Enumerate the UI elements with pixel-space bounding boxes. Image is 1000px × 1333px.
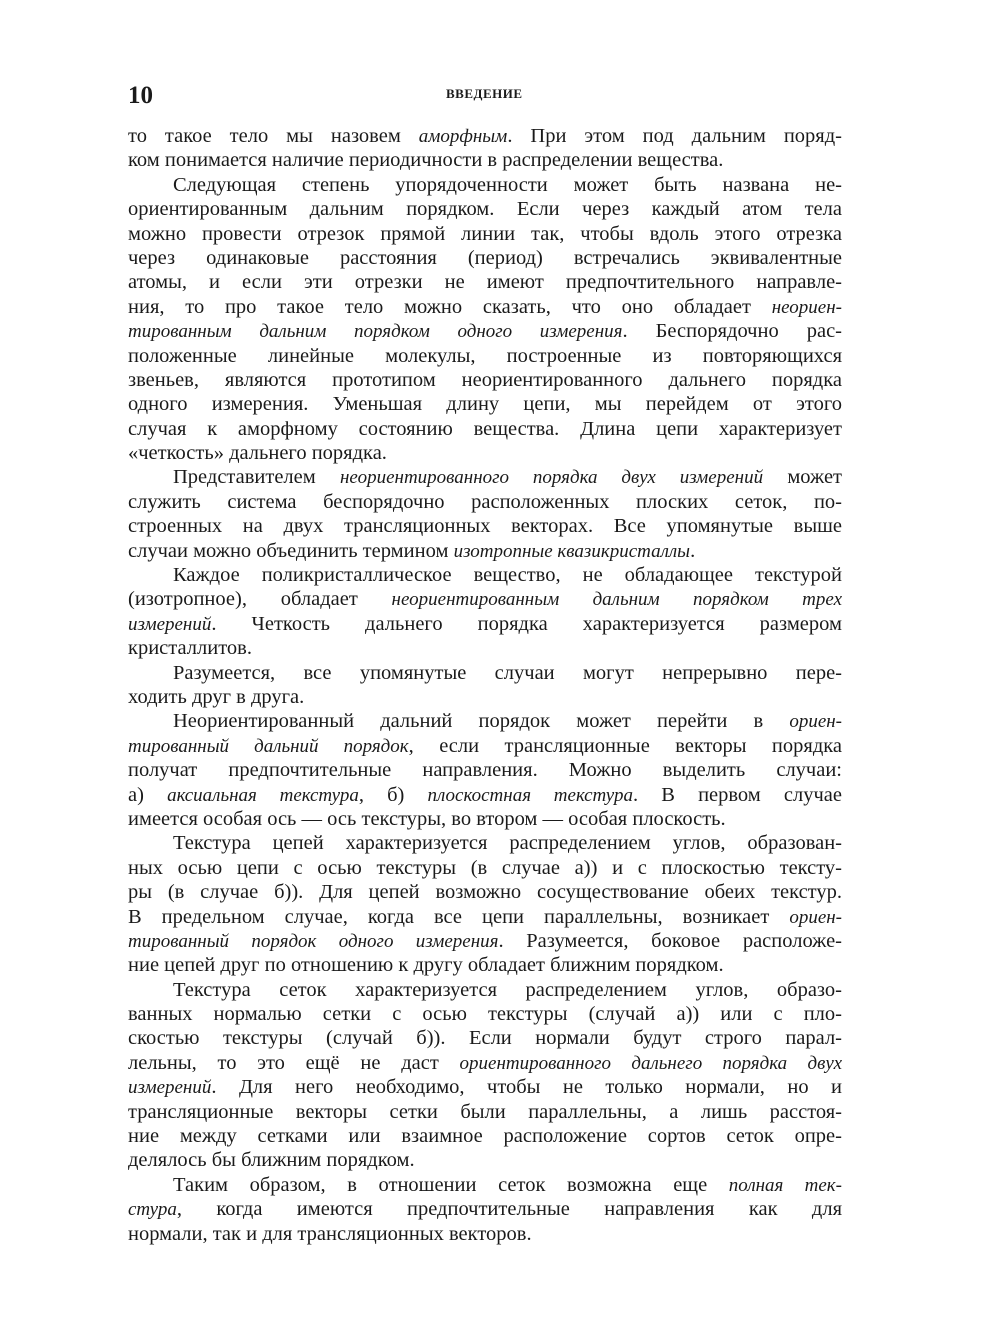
line-content — [128, 539, 842, 564]
text-segment: кристаллитов. — [128, 637, 252, 660]
line-content — [128, 197, 842, 221]
paragraph — [128, 563, 842, 661]
text-line — [128, 222, 842, 246]
line-content — [128, 1148, 842, 1172]
italic-term: стура — [128, 1199, 177, 1221]
text-line — [128, 1173, 842, 1197]
italic-term: ориен- — [789, 906, 842, 928]
line-content — [128, 636, 842, 660]
line-content — [173, 465, 842, 490]
text-segment: Таким образом, в отношении сеток возможна еще — [173, 1173, 729, 1196]
line-content — [128, 441, 842, 465]
line-content — [128, 222, 842, 246]
text-line — [128, 856, 842, 880]
text-line — [128, 661, 842, 685]
text-segment: атомы, и если эти отрезки не имеют предпочтительного направле- — [128, 271, 842, 294]
text-segment: Неориентированный дальний порядок может перейти в — [173, 710, 790, 733]
text-segment: ориентированным дальним порядком. Если через каждый атом тела — [128, 198, 842, 221]
line-content — [128, 1197, 842, 1222]
text-line — [128, 929, 842, 953]
line-content — [128, 514, 842, 538]
text-segment: строенных на двух трансляционных векторах. Все упомянутые выше — [128, 515, 842, 538]
italic-term: тированным дальним порядком одного измерения — [128, 321, 623, 343]
italic-term: тированный дальний порядок — [128, 735, 409, 757]
text-segment: Следующая степень упорядоченности может быть названа не- — [173, 173, 842, 196]
line-content — [128, 1222, 842, 1246]
text-line — [128, 1197, 842, 1221]
italic-term: измерений — [128, 613, 212, 635]
text-line — [128, 417, 842, 441]
text-line — [128, 1148, 842, 1172]
text-segment: случая к аморфному состоянию вещества. Длина цепи характеризует — [128, 417, 842, 440]
line-content — [128, 1100, 842, 1124]
italic-term: аморфным — [418, 126, 508, 147]
text-segment: . В первом случае — [632, 783, 842, 806]
text-segment: ванных нормалью сетки с осью текстуры (случай а)) или с пло- — [128, 1003, 842, 1026]
text-segment: лельны, то это ещё не даст — [128, 1051, 460, 1074]
line-content — [128, 1026, 842, 1050]
text-segment: скостью текстуры (случай б)). Если нормали будут строго парал- — [128, 1027, 842, 1050]
line-content — [173, 661, 842, 685]
text-segment: одного измерения. Уменьшая длину цепи, мы перейдем от этого — [128, 393, 842, 416]
italic-term: неориен- — [771, 296, 842, 318]
text-line — [128, 441, 842, 465]
italic-term: измерений — [128, 1077, 212, 1099]
text-line — [128, 758, 842, 782]
text-segment: , если трансляционные векторы порядка — [408, 734, 843, 757]
italic-term: неориентированным дальним порядком трех — [391, 589, 843, 611]
text-line — [128, 734, 842, 758]
text-segment: ние между сетками или взаимное расположение сортов сеток опре- — [128, 1125, 842, 1148]
line-content — [128, 1002, 842, 1026]
text-segment: трансляционные векторы сетки были параллельны, а лишь расстоя- — [128, 1100, 842, 1123]
paragraph — [128, 661, 842, 710]
text-line — [128, 1026, 842, 1050]
line-content — [128, 685, 842, 709]
text-segment: Представителем — [173, 466, 340, 489]
italic-term: полная тек- — [728, 1174, 842, 1196]
text-segment: , когда имеются предпочтительные направления как для — [176, 1198, 842, 1221]
line-content — [128, 905, 842, 930]
text-line — [128, 612, 842, 636]
line-content — [128, 417, 842, 441]
text-line — [128, 880, 842, 904]
italic-term: неориентированного порядка двух измерений — [339, 467, 764, 489]
line-content — [128, 612, 842, 637]
line-content — [128, 856, 842, 880]
text-line — [128, 124, 842, 148]
text-segment: (изотропное), обладает — [128, 588, 392, 611]
text-line — [128, 587, 842, 611]
text-line — [128, 807, 842, 831]
text-segment: получат предпочтительные направления. Можно выделить случаи: — [128, 759, 842, 782]
line-content — [128, 124, 842, 149]
text-segment: . Для него необходимо, чтобы не только нормали, но и — [211, 1076, 842, 1099]
text-line — [128, 490, 842, 514]
text-segment: «четкость» дальнего порядка. — [128, 442, 387, 465]
body-text — [128, 124, 842, 1246]
text-line — [128, 1075, 842, 1099]
italic-term: ориентированного дальнего порядка двух — [459, 1052, 843, 1074]
italic-term: плоскостная текстура — [427, 784, 633, 806]
text-line — [128, 905, 842, 929]
text-line — [128, 173, 842, 197]
text-segment: случаи можно объединить термином — [128, 539, 454, 562]
text-segment: то такое тело мы назовем — [128, 125, 419, 147]
line-content — [128, 734, 842, 759]
line-content — [173, 1173, 842, 1198]
text-segment: В предельном случае, когда все цепи параллельны, возникает — [128, 905, 790, 928]
line-content — [128, 319, 842, 344]
line-content — [128, 246, 842, 270]
paragraph — [128, 124, 842, 173]
paragraph — [128, 709, 842, 831]
line-content — [128, 295, 842, 320]
text-segment: . Четкость дальнего порядка характеризуется размером — [211, 612, 842, 635]
text-line — [128, 270, 842, 294]
text-segment: делялось бы ближним порядком. — [128, 1149, 415, 1172]
text-line — [128, 1051, 842, 1075]
text-line — [128, 368, 842, 392]
text-line — [128, 1124, 842, 1148]
italic-term: аксиальная текстура — [167, 784, 359, 806]
line-content — [128, 392, 842, 416]
paragraph — [128, 465, 842, 563]
text-segment: Текстура цепей характеризуется распределением углов, образован- — [173, 832, 842, 855]
text-segment: . Беспорядочно рас- — [622, 320, 842, 343]
text-line — [128, 953, 842, 977]
text-line — [128, 465, 842, 489]
text-segment: положенные линейные молекулы, построенные из повторяющихся — [128, 344, 842, 367]
line-content — [128, 344, 842, 368]
line-content — [128, 880, 842, 904]
line-content — [128, 270, 842, 294]
text-segment: служить система беспорядочно расположенных плоских сеток, по- — [128, 490, 842, 513]
line-content — [128, 758, 842, 782]
paragraph — [128, 978, 842, 1173]
text-line — [128, 1100, 842, 1124]
running-title: ВВЕДЕНИЕ — [446, 86, 523, 101]
text-segment: имеется особая ось — ось текстуры, во втором — особая плоскость. — [128, 807, 726, 830]
text-line — [128, 685, 842, 709]
line-content — [173, 831, 842, 855]
text-line — [128, 709, 842, 733]
text-line — [128, 392, 842, 416]
text-segment: можно провести отрезок прямой линии так, чтобы вдоль этого отрезка — [128, 222, 842, 245]
text-segment: Текстура сеток характеризуется распределением углов, образо- — [173, 978, 842, 1001]
paragraph — [128, 173, 842, 466]
text-segment: ры (в случае б)). Для цепей возможно сосуществование обеих текстур. — [128, 881, 842, 904]
text-line — [128, 978, 842, 1002]
text-line — [128, 831, 842, 855]
text-line — [128, 344, 842, 368]
paragraph — [128, 831, 842, 977]
line-content — [128, 783, 842, 808]
line-content — [128, 490, 842, 514]
text-segment: Разумеется, все упомянутые случаи могут непрерывно пере- — [173, 661, 842, 684]
line-content — [128, 148, 842, 172]
paragraph — [128, 1173, 842, 1246]
text-segment: нормали, так и для трансляционных векторов. — [128, 1222, 532, 1245]
line-content — [128, 807, 842, 831]
line-content — [128, 1075, 842, 1100]
text-segment: а) — [128, 783, 168, 806]
text-line — [128, 514, 842, 538]
text-line — [128, 319, 842, 343]
line-content — [128, 587, 842, 612]
text-line — [128, 539, 842, 563]
text-segment: ние цепей друг по отношению к другу обладает ближним порядком. — [128, 954, 724, 977]
text-line — [128, 563, 842, 587]
text-segment: , б) — [358, 783, 428, 806]
text-line — [128, 246, 842, 270]
text-line — [128, 783, 842, 807]
line-content — [128, 1124, 842, 1148]
text-segment: звеньев, являются прототипом неориентированного дальнего порядка — [128, 368, 842, 391]
text-segment: . — [690, 539, 696, 562]
text-segment: ходить друг в друга. — [128, 685, 305, 708]
line-content — [173, 173, 842, 197]
italic-term: ориен- — [789, 711, 842, 733]
text-segment: . При этом под дальним поряд- — [507, 125, 842, 147]
text-line — [128, 148, 842, 172]
text-segment: ком понимается наличие периодичности в распределении вещества. — [128, 149, 724, 172]
text-line — [128, 1002, 842, 1026]
text-segment: . Разумеется, боковое расположе- — [498, 929, 843, 952]
line-content — [173, 709, 842, 734]
line-content — [173, 978, 842, 1002]
line-content — [173, 563, 842, 587]
text-segment: может — [763, 466, 842, 489]
line-content — [128, 929, 842, 954]
text-segment: Каждое поликристаллическое вещество, не обладающее текстурой — [173, 564, 842, 587]
text-segment: через одинаковые расстояния (период) встречались эквивалентные — [128, 246, 842, 269]
text-line — [128, 1222, 842, 1246]
page-number: 10 — [128, 82, 153, 109]
line-content — [128, 368, 842, 392]
text-line — [128, 636, 842, 660]
text-line — [128, 295, 842, 319]
line-content — [128, 1051, 842, 1076]
text-segment: ных осью цепи с осью текстуры (в случае а)) и с плоскостью тексту- — [128, 856, 842, 879]
text-line — [128, 197, 842, 221]
line-content — [128, 953, 842, 977]
italic-term: изотропные квазикристаллы — [453, 540, 691, 562]
text-segment: ния, то про такое тело можно сказать, что оно обладает — [128, 295, 772, 318]
italic-term: тированный порядок одного измерения — [128, 930, 499, 952]
